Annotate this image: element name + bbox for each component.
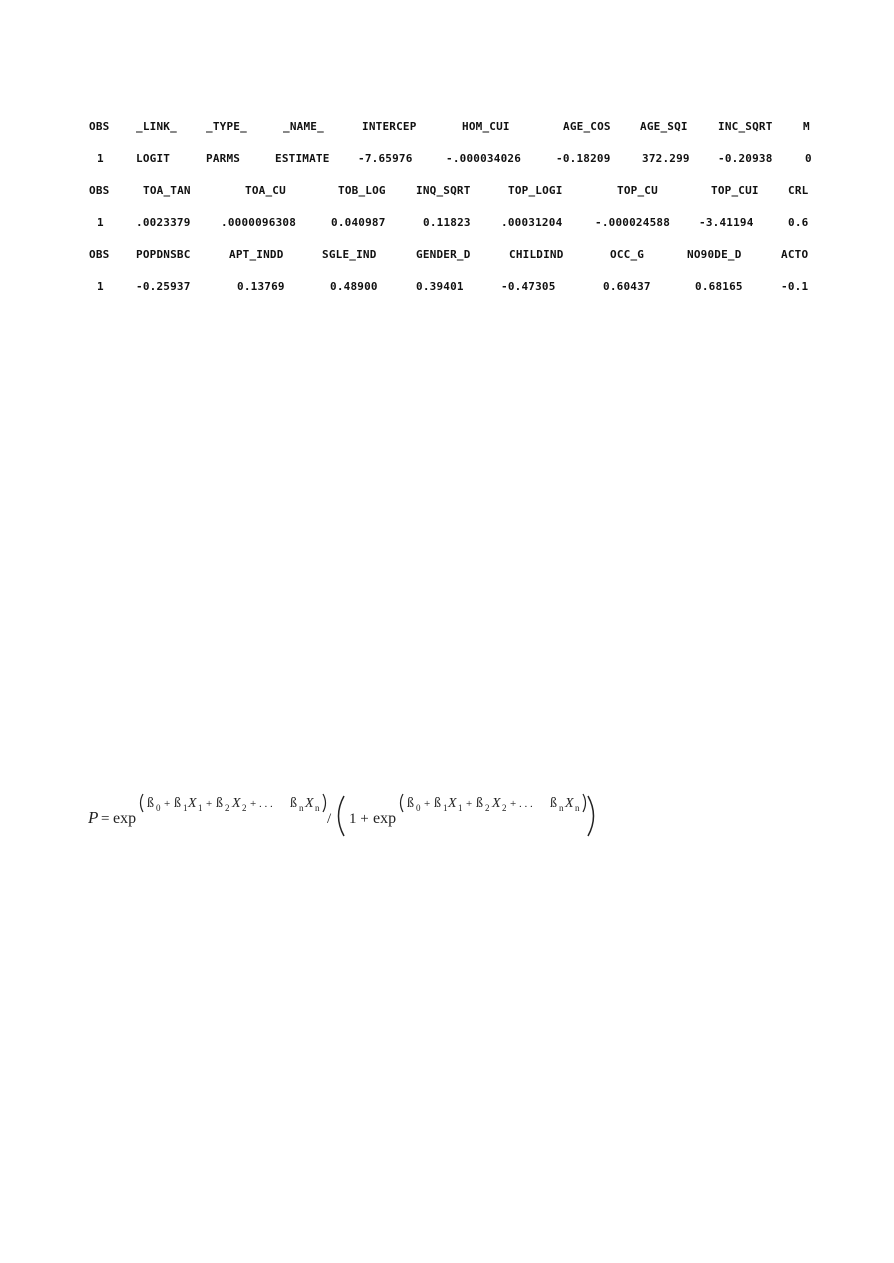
beta-0-sub: 0 bbox=[416, 803, 421, 813]
x-n: X bbox=[305, 796, 314, 811]
output-block-2 bbox=[89, 178, 814, 242]
header-cell: INQ_SQRT bbox=[416, 184, 471, 197]
paren-open-icon bbox=[141, 794, 144, 812]
header-cell: NO90DE_D bbox=[687, 248, 742, 261]
header-cell: TOP_CUI bbox=[711, 184, 759, 197]
value-row bbox=[89, 152, 814, 172]
plus-sign: + bbox=[164, 798, 171, 810]
value-cell: .0023379 bbox=[136, 216, 191, 229]
header-cell: GENDER_D bbox=[416, 248, 471, 261]
header-cell: ACTO bbox=[781, 248, 809, 261]
beta-2: ß bbox=[476, 796, 483, 811]
value-cell: 0.13769 bbox=[237, 280, 285, 293]
value-cell: .0000096308 bbox=[221, 216, 297, 229]
x-1: X bbox=[188, 796, 197, 811]
header-row bbox=[89, 248, 814, 268]
beta-1-sub: 1 bbox=[183, 803, 188, 813]
header-cell: TOB_LOG bbox=[338, 184, 386, 197]
header-cell: TOA_TAN bbox=[143, 184, 191, 197]
header-cell: POPDNSBC bbox=[136, 248, 191, 261]
header-cell: APT_INDD bbox=[229, 248, 284, 261]
value-cell: .00031204 bbox=[501, 216, 563, 229]
logistic-formula bbox=[88, 786, 648, 838]
exponent-group-2 bbox=[407, 796, 580, 813]
value-cell: 0 bbox=[805, 152, 812, 165]
header-cell: OCC_G bbox=[610, 248, 645, 261]
formula-lhs: P bbox=[88, 808, 99, 827]
beta-n-sub: n bbox=[559, 803, 564, 813]
formula-one-plus: 1 + bbox=[349, 811, 369, 827]
formula-svg bbox=[88, 786, 648, 838]
value-cell: 372.299 bbox=[642, 152, 690, 165]
header-cell: HOM_CUI bbox=[462, 120, 510, 133]
x-2-sub: 2 bbox=[242, 803, 247, 813]
value-cell: -.000024588 bbox=[595, 216, 671, 229]
big-paren-close-icon bbox=[588, 796, 594, 836]
header-cell: _LINK_ bbox=[136, 120, 177, 133]
x-1: X bbox=[448, 796, 457, 811]
header-cell: INTERCEP bbox=[362, 120, 417, 133]
value-row bbox=[89, 216, 814, 236]
value-cell: PARMS bbox=[206, 152, 241, 165]
beta-2-sub: 2 bbox=[485, 803, 490, 813]
value-cell: 0.11823 bbox=[423, 216, 471, 229]
value-cell: 0.040987 bbox=[331, 216, 386, 229]
header-cell: SGLE_IND bbox=[322, 248, 377, 261]
header-cell: M bbox=[803, 120, 810, 133]
header-cell: OBS bbox=[89, 248, 110, 261]
header-cell: _TYPE_ bbox=[206, 120, 247, 133]
output-block-1 bbox=[89, 114, 814, 178]
plus-sign: + bbox=[424, 798, 431, 810]
beta-1: ß bbox=[434, 796, 441, 811]
value-cell: 0.6 bbox=[788, 216, 809, 229]
header-cell: AGE_COS bbox=[563, 120, 611, 133]
header-cell: TOP_CU bbox=[617, 184, 658, 197]
value-cell: 0.60437 bbox=[603, 280, 651, 293]
header-cell: CRL bbox=[788, 184, 809, 197]
beta-n: ß bbox=[550, 796, 557, 811]
beta-0: ß bbox=[407, 796, 414, 811]
formula-exp-1: exp bbox=[113, 810, 137, 827]
beta-0: ß bbox=[147, 796, 154, 811]
paren-close-icon bbox=[583, 794, 586, 812]
header-row bbox=[89, 184, 814, 204]
header-cell: AGE_SQI bbox=[640, 120, 688, 133]
plus-dots: + . . . bbox=[250, 798, 273, 810]
x-2: X bbox=[492, 796, 501, 811]
beta-n: ß bbox=[290, 796, 297, 811]
x-1-sub: 1 bbox=[458, 803, 463, 813]
x-n-sub: n bbox=[315, 803, 320, 813]
plus-dots: + . . . bbox=[510, 798, 533, 810]
value-cell: LOGIT bbox=[136, 152, 171, 165]
value-cell: -0.20938 bbox=[718, 152, 773, 165]
exponent-group-1 bbox=[147, 796, 320, 813]
x-2-sub: 2 bbox=[502, 803, 507, 813]
formula-slash: / bbox=[327, 811, 332, 827]
header-cell: OBS bbox=[89, 184, 110, 197]
beta-0-sub: 0 bbox=[156, 803, 161, 813]
output-block-3 bbox=[89, 242, 814, 306]
value-cell: ESTIMATE bbox=[275, 152, 330, 165]
sas-output-table bbox=[89, 114, 814, 306]
header-cell: CHILDIND bbox=[509, 248, 564, 261]
header-cell: TOP_LOGI bbox=[508, 184, 563, 197]
beta-n-sub: n bbox=[299, 803, 304, 813]
beta-1: ß bbox=[174, 796, 181, 811]
formula-exp-2: exp bbox=[373, 810, 397, 827]
plus-sign: + bbox=[206, 798, 213, 810]
value-cell: -0.18209 bbox=[556, 152, 611, 165]
header-cell: INC_SQRT bbox=[718, 120, 773, 133]
value-cell: -.000034026 bbox=[446, 152, 522, 165]
header-cell: _NAME_ bbox=[283, 120, 324, 133]
value-cell: 0.39401 bbox=[416, 280, 464, 293]
beta-1-sub: 1 bbox=[443, 803, 448, 813]
beta-2: ß bbox=[216, 796, 223, 811]
beta-2-sub: 2 bbox=[225, 803, 230, 813]
value-cell: 1 bbox=[97, 152, 104, 165]
header-row bbox=[89, 120, 814, 140]
value-cell: 0.68165 bbox=[695, 280, 743, 293]
x-2: X bbox=[232, 796, 241, 811]
value-cell: 0.48900 bbox=[330, 280, 378, 293]
value-cell: 1 bbox=[97, 216, 104, 229]
paren-open-icon bbox=[401, 794, 404, 812]
formula-equals: = bbox=[101, 811, 110, 827]
x-1-sub: 1 bbox=[198, 803, 203, 813]
paren-close-icon bbox=[323, 794, 326, 812]
plus-sign: + bbox=[466, 798, 473, 810]
x-n-sub: n bbox=[575, 803, 580, 813]
value-cell: -0.25937 bbox=[136, 280, 191, 293]
header-cell: OBS bbox=[89, 120, 110, 133]
header-cell: TOA_CU bbox=[245, 184, 286, 197]
big-paren-open-icon bbox=[339, 796, 345, 836]
x-n: X bbox=[565, 796, 574, 811]
value-cell: 1 bbox=[97, 280, 104, 293]
value-cell: -0.1 bbox=[781, 280, 809, 293]
value-cell: -7.65976 bbox=[358, 152, 413, 165]
value-cell: -0.47305 bbox=[501, 280, 556, 293]
value-row bbox=[89, 280, 814, 300]
value-cell: -3.41194 bbox=[699, 216, 754, 229]
